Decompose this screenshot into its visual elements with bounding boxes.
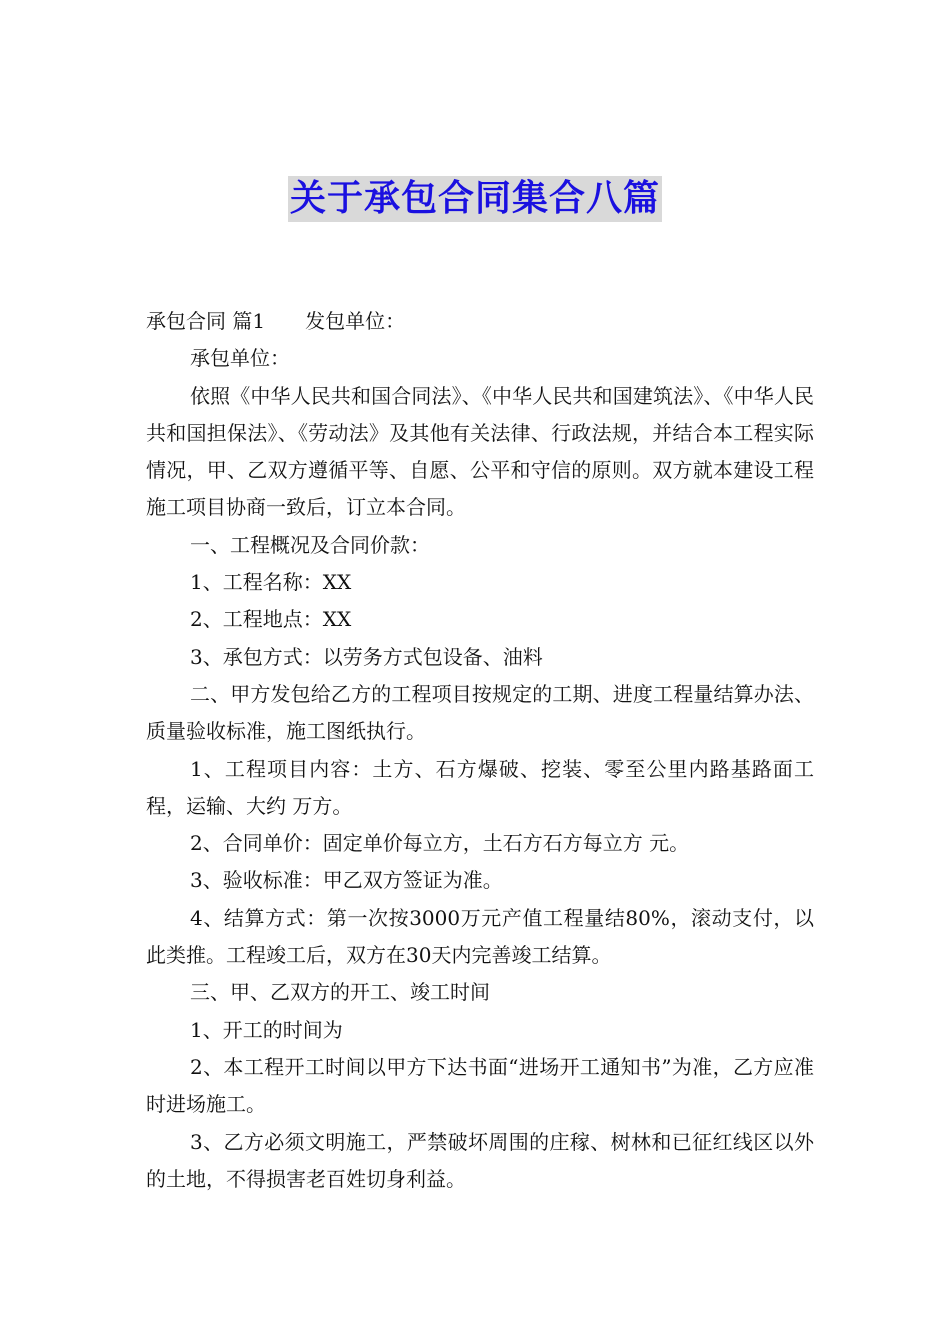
- paragraph: 依照《中华人民共和国合同法》、《中华人民共和国建筑法》、《中华人民共和国担保法》、《劳动法》及其他有关法律、行政法规，并结合本工程实际情况，甲、乙双方遵循平等、自愿、公平和守信的原则。双方就本建设工程施工项目协商一致后，订立本合同。: [146, 383, 814, 520]
- paragraph: 4、结算方式：第一次按3000万元产值工程量结80%，滚动支付，以此类推。工程竣工后，双方在30天内完善竣工结算。: [146, 905, 814, 968]
- paragraph: 3、验收标准：甲乙双方签证为准。: [190, 868, 503, 893]
- document-title: 关于承包合同集合八篇: [288, 176, 662, 222]
- paragraph: 2、本工程开工时间以甲方下达书面“进场开工通知书”为准，乙方应准时进场施工。: [146, 1054, 814, 1117]
- contractor-issuer-field: 发包单位：: [305, 309, 406, 333]
- contract-section-label: 承包合同 篇1: [146, 309, 266, 333]
- paragraph: 2、合同单价：固定单价每立方，土石方石方每立方 元。: [190, 831, 690, 856]
- document-body: [146, 303, 814, 1198]
- paragraph: 三、甲、乙双方的开工、竣工时间: [190, 980, 490, 1005]
- paragraph: 一、工程概况及合同价款：: [190, 532, 430, 557]
- paragraph: 承包单位：: [190, 346, 290, 371]
- paragraph: 1、工程名称：XX: [190, 570, 352, 595]
- first-line: [146, 303, 814, 340]
- paragraph: 1、工程项目内容：土方、石方爆破、挖装、零至公里内路基路面工程，运输、大约 万方。: [146, 756, 814, 818]
- title-container: [0, 176, 950, 222]
- paragraph: 二、甲方发包给乙方的工程项目按规定的工期、进度工程量结算办法、质量验收标准，施工图纸执行。: [146, 681, 814, 744]
- paragraph: 3、承包方式：以劳务方式包设备、油料: [190, 644, 543, 669]
- paragraph: 3、乙方必须文明施工，严禁破坏周围的庄稼、树林和已征红线区以外的土地，不得损害老百姓切身利益。: [146, 1129, 814, 1191]
- paragraph: 1、开工的时间为: [190, 1017, 343, 1042]
- paragraph: 2、工程地点：XX: [190, 607, 352, 632]
